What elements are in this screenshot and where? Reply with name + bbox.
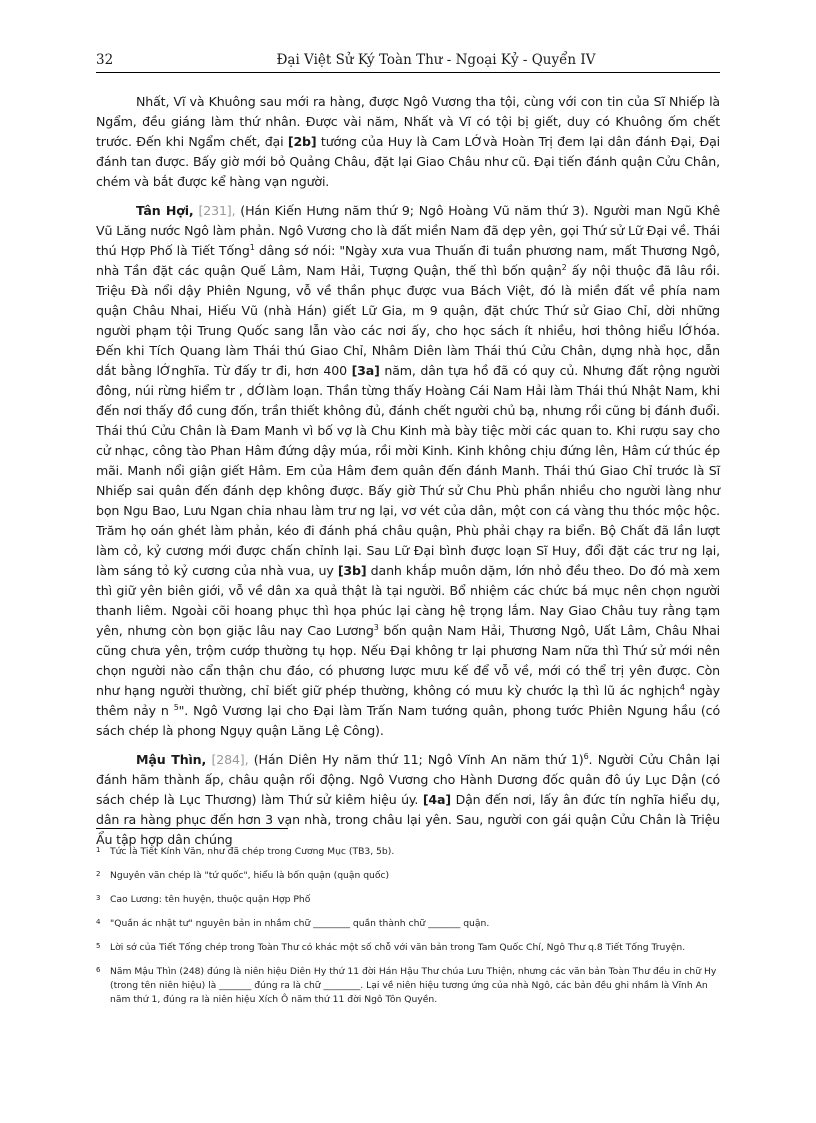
footnote [96,845,720,859]
footnote-ref: 3 [373,622,379,632]
footnote-text: Năm Mậu Thìn (248) đúng là niên hiệu Diên Hy thứ 11 đời Hán Hậu Thư chúa Lưu Thiện, nhưng các văn bản Toàn Thư đều in chữ Hy (trong tên niên hiệu) là _______ đúng ra là chữ ________. Lại về niên hiệu tương ứng của nhà Ngô, các bản đều ghi nhầm là Vĩnh An năm thứ 1, đúng ra là niên hiệu Xích Ô năm thứ 11 đời Ngô Tôn Quyền. [110,966,717,1005]
running-header [96,52,720,73]
text-run: ngày thêm nảy n [96,683,720,718]
footnote-ref: 2 [561,262,567,272]
text-run: Nhất, Vĩ và Khuông sau mới ra hàng, được Ngô Vương tha tội, cùng với con tin của Sĩ Nhiếp là Ngẩm, đều giáng làm thứ nhân. Được vài năm, Nhất và Vĩ có tội bị giết, duy có Khuông ốm chết trước. Đến khi Ngẩm chết, đại [96,94,720,149]
footnote [96,893,720,907]
footnote-number: 5 [96,942,101,950]
footnote [96,965,720,1007]
text-run: tướng của Huy là Cam LỚvà Hoàn Trị đem lại dân đánh Đại, Đại đánh tan được. Bấy giờ mới bỏ Quảng Châu, đặt lại Giao Châu như cũ. Đại tiến đánh quận Cửu Chân, chém và bắt được kể hàng vạn người. [96,134,720,189]
footnote-text: "Quần ác nhật tư" nguyên bản in nhầm chữ ________ quần thành chữ _______ quận. [110,918,490,929]
footnote-ref: 6 [583,751,589,761]
text-run: dâng sớ nói: "Ngày xưa vua Thuấn đi tuần phương nam, mất Thương Ngô, nhà Tần đặt các quận Quế Lâm, Nam Hải, Tượng Quận, thế thì bốn quận [96,243,720,278]
folio-marker: [4a] [422,792,452,807]
main-text [96,92,720,859]
folio-marker: [3a] [351,363,380,378]
text-run: bốn quận Nam Hải, Thương Ngô, Uất Lâm, Châu Nhai cũng chưa yên, trộm cướp thường tụ họp. Nếu Đại không tr lại phương Nam nữa thì Thứ sử mới nên chọn người nào cẩn thận chu đáo, có phương lược mưu kế để vỗ về, mới có thể trị yên được. Còn như hạng người thường, chỉ biết giữ phép thường, không có mưu kỳ chước lạ thì lũ ác nghịch [96,623,720,698]
year-date: [231], [198,203,236,218]
text-run: danh khắp muôn dặm, lớn nhỏ đều theo. Do đó mà xem thì giữ yên biên giới, vỗ về dân xa quả thật là tại người. Bổ nhiệm các chức bá mục nên chọn người thanh liêm. Ngoài cõi hoang phục thì họa phúc lại càng hệ trọng lắm. Nay Giao Châu tuy rằng tạm yên, nhưng còn bọn giặc lâu nay Cao Lương [96,563,721,638]
footnote-ref: 1 [249,242,255,252]
paragraph-1 [96,92,720,192]
footnotes [96,845,720,1017]
footnote-number: 6 [96,966,101,974]
footnote-text: Tức là Tiết Kính Văn, như đã chép trong Cương Mục (TB3, 5b). [110,846,395,857]
page-number: 32 [96,52,114,68]
footnote-ref: 5 [173,702,179,712]
footnote-text: Nguyên văn chép là "tứ quốc", hiểu là bốn quận (quận quốc) [110,870,390,881]
footnote [96,869,720,883]
paragraph-tan-hoi [96,201,720,741]
running-title: Đại Việt Sử Ký Toàn Thư - Ngoại Kỷ - Quyển IV [276,52,596,68]
year-date: [284], [211,752,249,767]
folio-marker: [2b] [287,134,317,149]
footnote-number: 3 [96,894,101,902]
folio-marker: [3b] [337,563,367,578]
text-run: ấy nội thuộc đã lâu rồi. Triệu Đà nổi dậy Phiên Ngung, vỗ về thần phục được vua Bách Việt, đó là miền đất về phía nam quận Châu Nhai, Hiếu Vũ (nhà Hán) giết Lữ Gia, m 9 quận, đặt chức Thứ sử Giao Chỉ, dời những người phạm tội Trung Quốc sang lẫn vào các nơi ấy, cho học sách ít nhiều, hơi thông hiểu lỚhóa. Đến khi Tích Quang làm Thái thú Giao Chỉ, Nhâm Diên làm Thái thú Cửu Chân, dựng nhà học, dẫn dắt bằng lỚnghĩa. Từ đấy tr đi, hơn 400 [96,263,720,378]
paragraph-mau-thin [96,750,720,850]
footnote-ref: 4 [679,682,685,692]
year-heading: Mậu Thìn, [136,752,207,767]
text-run: Dận đến nơi, lấy ân đức tín nghĩa hiểu dụ, dân ra hàng phục đến hơn 3 vạn nhà, trong châu lại yên. Sau, người con gái quận Cửu Chân là Triệu Ẩu tập hợp dân chúng [96,792,720,847]
footnote-separator [96,828,288,829]
text-run: . Người Cửu Chân lại đánh hãm thành ấp, châu quận rối động. Ngô Vương cho Hành Dương đốc quân đô úy Lục Dận (có sách chép là Lục Thương) làm Thứ sử kiêm hiệu úy. [96,752,720,807]
footnote-text: Lời sớ của Tiết Tống chép trong Toàn Thư có khác một số chỗ với văn bản trong Tam Quốc Chí, Ngô Thư q.8 Tiết Tống Truyện. [110,942,686,953]
footnote-number: 2 [96,870,101,878]
year-heading: Tân Hợi, [136,203,194,218]
footnote [96,941,720,955]
text-run: ". Ngô Vương lại cho Đại làm Trấn Nam tướng quân, phong tước Phiên Ngung hầu (có sách chép là phong Ngụy quận Lăng Lệ Công). [96,703,720,738]
footnote-text: Cao Lương: tên huyện, thuộc quận Hợp Phố [110,894,311,905]
footnote-number: 4 [96,918,101,926]
text-run: năm, dân tựa hồ đã có quy củ. Nhưng đất rộng người đông, núi rừng hiểm tr , dỚlàm loạn. Thần từng thấy Hoàng Cái Nam Hải làm Thái thú Nhật Nam, khi đến nơi thấy đồ cung đốn, trần thiết không đủ, đánh chết người chủ bạ, nhưng rồi cũng bị đánh đuổi. Thái thú Cửu Chân là Đam Manh vì bố vợ là Chu Kinh mà bày tiệc mời các quan to. Khi rượu say cho cử nhạc, công tào Phan Hâm đứng dậy múa, rồi mời Kinh. Kinh không chịu đứng lên, Hâm cứ thúc ép mãi. Manh nổi giận giết Hâm. Em của Hâm đem quân đến đánh Manh. Thái thú Giao Chỉ trước là Sĩ Nhiếp sai quân đến đánh dẹp không được. Bấy giờ Thứ sử Chu Phù phần nhiều cho người làng như bọn Ngu Bao, Lưu Ngan chia nhau làm trư ng lại, vơ vét của dân, một con cá vàng thu thóc mộc hộc. Trăm họ oán ghét làm phản, kéo đi đánh phá châu quận, Phù phải chạy ra biển. Bộ Chất đã lần lượt làm cỏ, kỷ cương mới được chấn chỉnh lại. Sau Lữ Đại bình được loạn Sĩ Huy, đổi đặt các trư ng lại, làm sáng tỏ kỷ cương của nhà vua, uy [96,363,720,578]
footnote-number: 1 [96,846,101,854]
text-run: (Hán Diên Hy năm thứ 11; Ngô Vĩnh An năm thứ 1) [248,752,584,767]
text-run: (Hán Kiến Hưng năm thứ 9; Ngô Hoàng Vũ năm thứ 3). Người man Ngũ Khê Vũ Lăng nước Ngô làm phản. Ngô Vương cho là đất miền Nam đã dẹp yên, gọi Thứ sử Lữ Đại về. Thái thú Hợp Phố là Tiết Tống [96,203,720,258]
footnote [96,917,720,931]
